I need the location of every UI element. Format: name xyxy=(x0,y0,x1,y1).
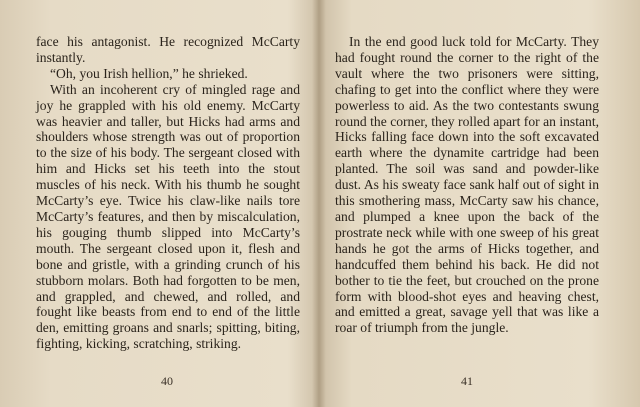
left-paragraph-2: “Oh, you Irish hellion,” he shrieked. xyxy=(50,65,248,81)
right-page-number: 41 xyxy=(461,374,473,388)
right-page-text xyxy=(335,34,599,336)
page-gutter xyxy=(312,0,326,407)
left-page-text xyxy=(36,34,300,352)
right-paragraph-1: In the end good luck told for McCarty. They had fought round the corner to the right of the vault where the two prisoners were sitting, chafing to get into the conflict where they were powerless to aid. As the two contestants swung round the corner, they rolled apart for an instant, Hicks falling face down into the soft excavated earth where the dynamite cartridge had been planted. The soil was sand and powder-like dust. As his sweaty face sank half out of sight in this smothering mass, McCarty saw his chance, and plumped a knee upon the back of the prostrate neck while with one sweep of his great hands he got the arms of Hicks together, and handcuffed them behind his back. He did not bother to tie the feet, but crouched on the prone form with blood-shot eyes and heaving chest, and emitted a great, savage yell that was like a roar of triumph from the jungle. xyxy=(335,34,599,336)
left-paragraph-1: face his antagonist. He recognized McCarty instantly. xyxy=(36,34,300,65)
left-page-number: 40 xyxy=(161,374,173,388)
left-paragraph-3: With an incoherent cry of mingled rage and joy he grappled with his old enemy. McCarty was heavier and taller, but Hicks had arms and shoulders whose strength was out of proportion to the size of his body. The sergeant closed with him and Hicks set his teeth into the stout muscles of his neck. With his thumb he sought McCarty’s eye. Twice his claw-like nails tore McCarty’s features, and then by miscalculation, his gouging thumb slipped into McCarty’s mouth. The sergeant closed upon it, flesh and bone and gristle, with a grinding crunch of his stubborn molars. Both had forgotten to be men, and grappled, and chewed, and rolled, and fought like beasts from end to end of the little den, emitting groans and snarls; spitting, biting, fighting, kicking, scratching, striking. xyxy=(36,81,300,352)
